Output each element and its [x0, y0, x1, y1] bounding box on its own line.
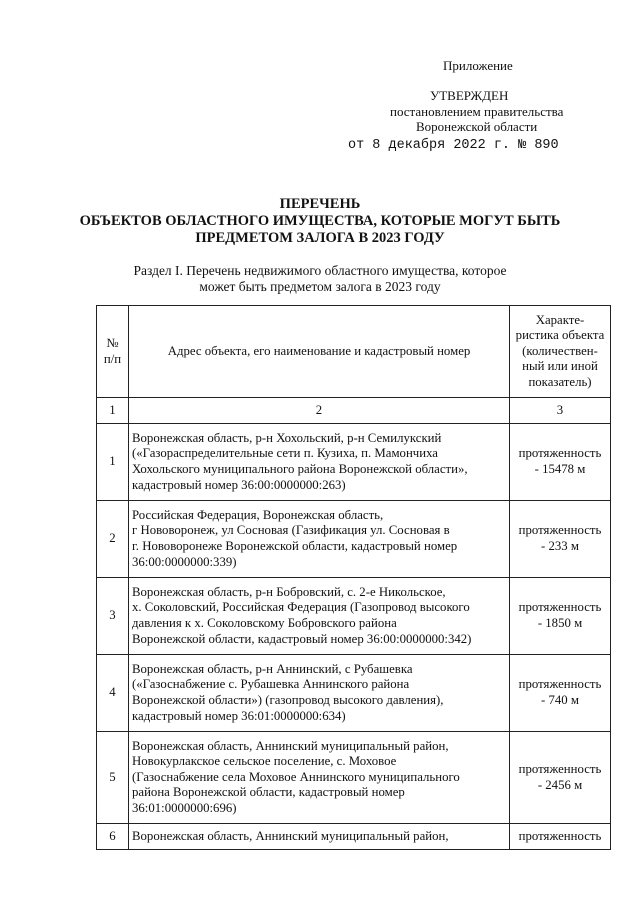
- header-char-line: (количествен-: [522, 343, 598, 358]
- address-line: Воронежская область, р-н Аннинский, с Рубашевка: [132, 661, 413, 676]
- address-line: Воронежской области») (газопровод высокого давления),: [132, 693, 444, 707]
- header-num: [97, 306, 129, 398]
- characteristic-line: - 233 м: [541, 539, 579, 553]
- table-header-row: [97, 306, 611, 398]
- address-line: Новокурлакское сельское поселение, с. Моховое: [132, 754, 397, 769]
- address-line: Воронежской области, кадастровый номер 36:00:0000000:342): [132, 631, 472, 646]
- address-line: Воронежская область, р-н Хохольский, р-н Семилукский: [132, 430, 442, 445]
- address-line: х. Соколовский, Российская Федерация (Газопровод высокого: [132, 600, 470, 615]
- characteristic-line: - 1850 м: [537, 616, 583, 630]
- address-line: Российская Федерация, Воронежская область,: [132, 507, 384, 522]
- characteristic-line: протяженность: [518, 761, 602, 776]
- row-characteristic: [510, 424, 611, 501]
- index-cell: 1: [97, 398, 129, 424]
- address-line: района Воронежской области, кадастровый номер: [132, 785, 405, 800]
- row-number: 2: [97, 501, 129, 578]
- characteristic-line: протяженность: [518, 677, 602, 692]
- row-number: 3: [97, 578, 129, 655]
- address-line: («Газоснабжение с. Рубашевка Аннинского района: [132, 677, 410, 692]
- row-address: [129, 655, 510, 732]
- page-title-line1: ПЕРЕЧЕНЬ: [279, 196, 361, 212]
- table-row: [97, 732, 611, 824]
- region-label: Воронежской области: [416, 119, 538, 134]
- row-address: [129, 732, 510, 824]
- row-address: [129, 824, 510, 850]
- address-line: Воронежская область, Аннинский муниципальный район,: [132, 738, 449, 753]
- header-char-line: ный или иной: [522, 359, 598, 374]
- section-heading-line2: может быть предметом залога в 2023 году: [199, 279, 441, 294]
- objects-table: [96, 305, 611, 850]
- page-title-line3: ПРЕДМЕТОМ ЗАЛОГА В 2023 ГОДУ: [195, 230, 445, 246]
- table-row: [97, 655, 611, 732]
- section-heading-line1: Раздел I. Перечень недвижимого областного имущества, которое: [133, 263, 507, 278]
- row-characteristic: [510, 578, 611, 655]
- header-num-line: п/п: [103, 351, 122, 366]
- decree-label: постановлением правительства: [390, 104, 564, 119]
- row-number: 6: [97, 824, 129, 850]
- index-cell: 2: [129, 398, 510, 424]
- address-line: кадастровый номер 36:01:0000000:634): [132, 708, 346, 723]
- decree-date-number: от 8 декабря 2022 г. № 890: [348, 138, 559, 153]
- row-address: [129, 501, 510, 578]
- table-row: [97, 824, 611, 850]
- address-line: г Нововоронеж, ул Сосновая (Газификация ул. Сосновая в: [132, 523, 450, 538]
- header-num-line: №: [106, 335, 119, 350]
- address-line: 36:01:0000000:696): [132, 800, 237, 815]
- row-number: 4: [97, 655, 129, 732]
- row-number: 5: [97, 732, 129, 824]
- header-address: Адрес объекта, его наименование и кадастровый номер: [129, 306, 510, 398]
- approved-label: УТВЕРЖДЕН: [430, 88, 509, 103]
- address-line: Хохольского муниципального района Воронежской области»,: [132, 462, 468, 476]
- index-cell: 3: [510, 398, 611, 424]
- characteristic-line: - 2456 м: [537, 777, 583, 792]
- row-characteristic: [510, 501, 611, 578]
- header-char-line: ристика объекта: [515, 328, 605, 343]
- row-address: [129, 578, 510, 655]
- row-characteristic: [510, 824, 611, 850]
- characteristic-line: протяженность: [518, 828, 602, 843]
- header-char-line: показатель): [528, 374, 592, 389]
- characteristic-line: протяженность: [518, 446, 602, 461]
- page-title-line2: ОБЪЕКТОВ ОБЛАСТНОГО ИМУЩЕСТВА, КОТОРЫЕ МОГУТ БЫТЬ: [79, 213, 561, 229]
- characteristic-line: протяженность: [518, 600, 602, 615]
- table-row: [97, 578, 611, 655]
- characteristic-line: - 740 м: [541, 693, 579, 707]
- address-line: г. Нововоронеже Воронежской области, кадастровый номер: [132, 539, 458, 553]
- table-index-row: [97, 398, 611, 424]
- row-address: [129, 424, 510, 501]
- address-line: Воронежская область, р-н Бобровский, с. 2-е Никольское,: [132, 584, 446, 599]
- row-characteristic: [510, 655, 611, 732]
- header-characteristic: [510, 306, 611, 398]
- address-line: Воронежская область, Аннинский муниципальный район,: [132, 828, 449, 843]
- table-row: [97, 501, 611, 578]
- appendix-label: Приложение: [443, 58, 513, 73]
- address-line: (Газоснабжение села Моховое Аннинского муниципального: [132, 769, 460, 784]
- header-char-line: Характе-: [535, 312, 585, 327]
- row-number: 1: [97, 424, 129, 501]
- characteristic-line: - 15478 м: [534, 462, 586, 476]
- characteristic-line: протяженность: [518, 523, 602, 538]
- address-line: кадастровый номер 36:00:0000000:263): [132, 477, 346, 492]
- row-characteristic: [510, 732, 611, 824]
- address-line: («Газораспределительные сети п. Кузиха, п. Мамончиха: [132, 446, 438, 461]
- address-line: давления к х. Соколовскому Бобровского района: [132, 616, 397, 630]
- table-row: [97, 424, 611, 501]
- address-line: 36:00:0000000:339): [132, 554, 237, 569]
